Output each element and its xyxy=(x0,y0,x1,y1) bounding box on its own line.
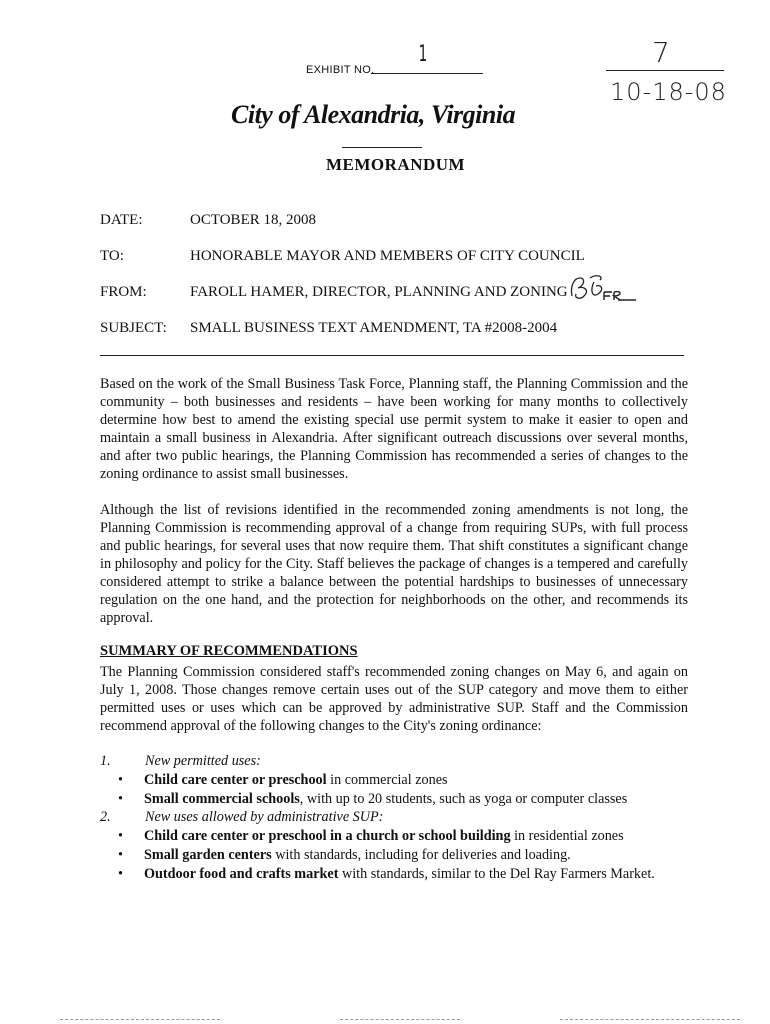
exhibit-underline xyxy=(371,73,483,74)
exhibit-label: EXHIBIT NO. xyxy=(306,64,375,76)
list-item-text: , with up to 20 students, such as yoga or computer classes xyxy=(299,791,628,807)
signature-initials xyxy=(566,272,638,302)
list-item-bold: Child care center or preschool in a church or school building xyxy=(144,828,511,844)
to-value: HONORABLE MAYOR AND MEMBERS OF CITY COUNCIL xyxy=(190,248,585,264)
list-title-2: New uses allowed by administrative SUP: xyxy=(145,809,384,825)
scan-artifact xyxy=(340,1019,460,1020)
paragraph-1: Based on the work of the Small Business Task Force, Planning staff, the Planning Commission and the community – both businesses and residents – have been working for many months to collectively determine how best to amend the existing special use permit system to make it easier to open and maintain a small business in Alexandria. After significant outreach discussions over several months, and after two public hearings, the Planning Commission has recommended a series of changes to the zoning ordinance to assist small businesses. xyxy=(100,376,688,482)
list-item-bold: Small garden centers xyxy=(144,847,272,863)
item-number-underline xyxy=(606,70,724,71)
summary-intro: The Planning Commission considered staff's recommended zoning changes on May 6, and again on July 1, 2008. Those changes remove certain uses out of the SUP category and move them to either permitted uses or uses which can be approved by administrative SUP. Staff and the Commission recommend approval of the following changes to the City's zoning ordinance: xyxy=(100,664,688,734)
bullet-icon: • xyxy=(118,772,123,788)
list-item-bold: Outdoor food and crafts market xyxy=(144,866,339,882)
memo-title: MEMORANDUM xyxy=(326,155,466,174)
bullet-icon: • xyxy=(118,866,123,882)
bullet-icon: • xyxy=(118,828,123,844)
subject-value: SMALL BUSINESS TEXT AMENDMENT, TA #2008-2004 xyxy=(190,320,558,336)
subject-label: SUBJECT: xyxy=(100,320,167,336)
paragraph-2: Although the list of revisions identified in the recommended zoning amendments is not long, the Planning Commission is recommending approval of a change from requiring SUPs, with full process and public hearings, for several uses that now require them. That shift constitutes a significant change in philosophy and policy for the City. Staff believes the package of changes is a tempered and carefully considered attempt to strike a balance between the potential hardships to businesses of unnecessary regulation on the one hand, and the protection for neighborhoods on the other, and recommends its approval. xyxy=(100,502,688,626)
letterhead-rule xyxy=(342,147,422,148)
list-item-text: in residential zones xyxy=(510,828,624,844)
list-item-text: with standards, similar to the Del Ray Farmers Market. xyxy=(338,866,655,882)
date-label: DATE: xyxy=(100,212,143,228)
from-label: FROM: xyxy=(100,284,147,300)
bullet-icon: • xyxy=(118,847,123,863)
summary-heading: SUMMARY OF RECOMMENDATIONS xyxy=(100,643,358,659)
list-item-bold: Child care center or preschool xyxy=(144,772,327,788)
bullet-icon: • xyxy=(118,791,123,807)
list-title-1: New permitted uses: xyxy=(145,753,261,769)
handwritten-item-number: 7 xyxy=(652,36,670,69)
exhibit-number: 1 xyxy=(418,42,428,67)
list-item-text: in commercial zones xyxy=(326,772,448,788)
to-label: TO: xyxy=(100,248,124,264)
list-item-text: with standards, including for deliveries and loading. xyxy=(271,847,571,863)
header-divider xyxy=(100,355,684,356)
list-number-1: 1. xyxy=(100,753,111,769)
scan-artifact xyxy=(560,1019,740,1020)
list-item-bold: Small commercial schools xyxy=(144,791,300,807)
date-value: OCTOBER 18, 2008 xyxy=(190,212,316,228)
scan-artifact xyxy=(60,1019,220,1020)
list-number-2: 2. xyxy=(100,809,111,825)
handwritten-date: 10-18-08 xyxy=(610,78,727,106)
from-value: FAROLL HAMER, DIRECTOR, PLANNING AND ZONING xyxy=(190,284,568,300)
city-letterhead: City of Alexandria, Virginia xyxy=(231,100,516,129)
